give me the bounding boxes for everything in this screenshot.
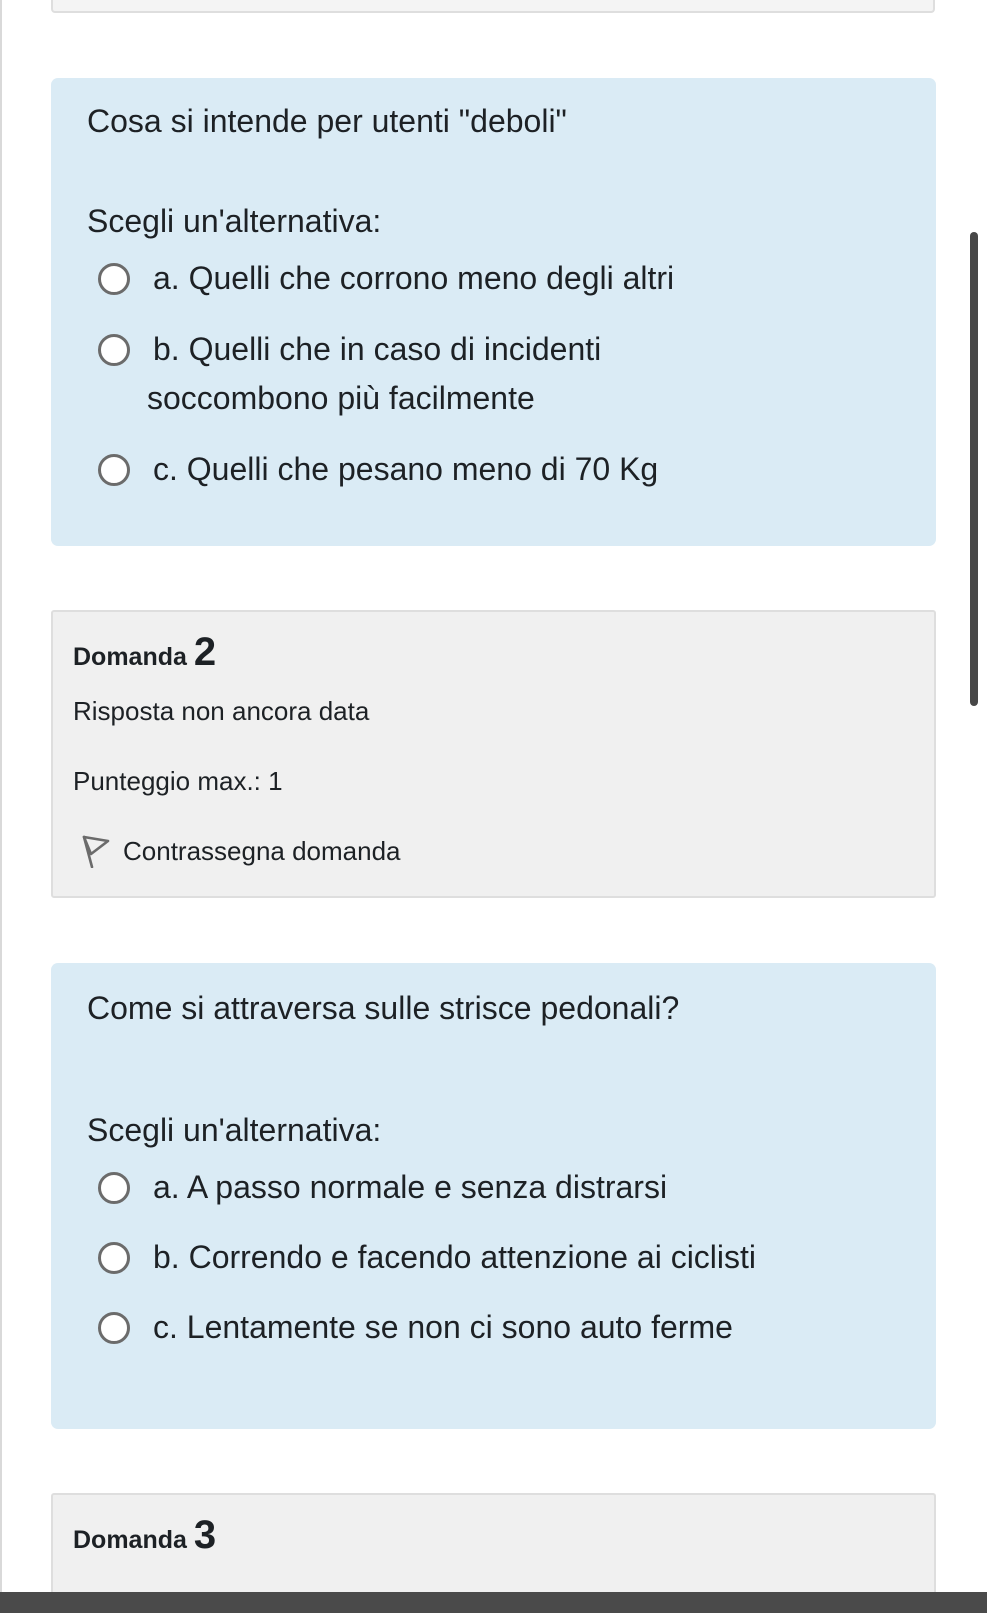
answer-b-label-line-1: b. Quelli che in caso di incidenti [153,331,602,367]
question-2-max-score: Punteggio max.: 1 [73,766,283,796]
bottom-toolbar [0,1592,987,1613]
question-2-formulation [51,963,936,1429]
radio-unchecked-icon[interactable] [98,334,130,366]
answer-a-label: a. A passo normale e senza distrarsi [153,1169,668,1205]
question-2-answer-c[interactable] [87,1303,900,1352]
vertical-scrollbar[interactable] [970,232,978,706]
question-2-info [51,610,936,898]
question-1-answer-c[interactable] [87,445,900,494]
radio-unchecked-icon[interactable] [98,1172,130,1204]
flag-question-link[interactable] [73,834,934,868]
answer-b-label: b. Correndo e facendo attenzione ai ciclisti [153,1239,757,1275]
question-2-answer-list [87,1163,900,1352]
radio-unchecked-icon[interactable] [98,1312,130,1344]
flag-question-label: Contrassegna domanda [123,836,401,866]
question-number: 3 [193,1513,217,1557]
question-1-answer-list [87,254,900,494]
question-2-number [73,632,934,677]
answer-c-label: c. Lentamente se non ci sono auto ferme [153,1309,733,1345]
question-label: Domanda [73,1526,187,1554]
question-2-answer-a[interactable] [87,1163,900,1212]
answer-b-label-line-2: soccombono più facilmente [147,380,535,416]
question-1-answer-a[interactable] [87,254,900,303]
question-label: Domanda [73,643,187,671]
question-1-text: Cosa si intende per utenti "deboli" [87,103,567,139]
question-1-formulation [51,78,936,546]
question-1-prompt: Scegli un'alternativa: [87,203,382,239]
question-number: 2 [193,630,217,674]
answer-c-label: c. Quelli che pesano meno di 70 Kg [153,451,659,487]
question-2-prompt: Scegli un'alternativa: [87,1112,382,1148]
flag-icon[interactable] [77,834,111,868]
question-2-status: Risposta non ancora data [73,696,370,726]
radio-unchecked-icon[interactable] [98,454,130,486]
question-2-answer-b[interactable] [87,1233,900,1282]
radio-unchecked-icon[interactable] [98,1242,130,1274]
answer-a-label: a. Quelli che corrono meno degli altri [153,260,675,296]
question-3-number [73,1515,934,1560]
previous-info-block-fragment [51,0,935,13]
radio-unchecked-icon[interactable] [98,263,130,295]
page-left-border [0,0,2,1613]
question-2-text: Come si attraversa sulle strisce pedonali? [87,990,680,1026]
question-1-answer-b[interactable] [87,325,900,423]
